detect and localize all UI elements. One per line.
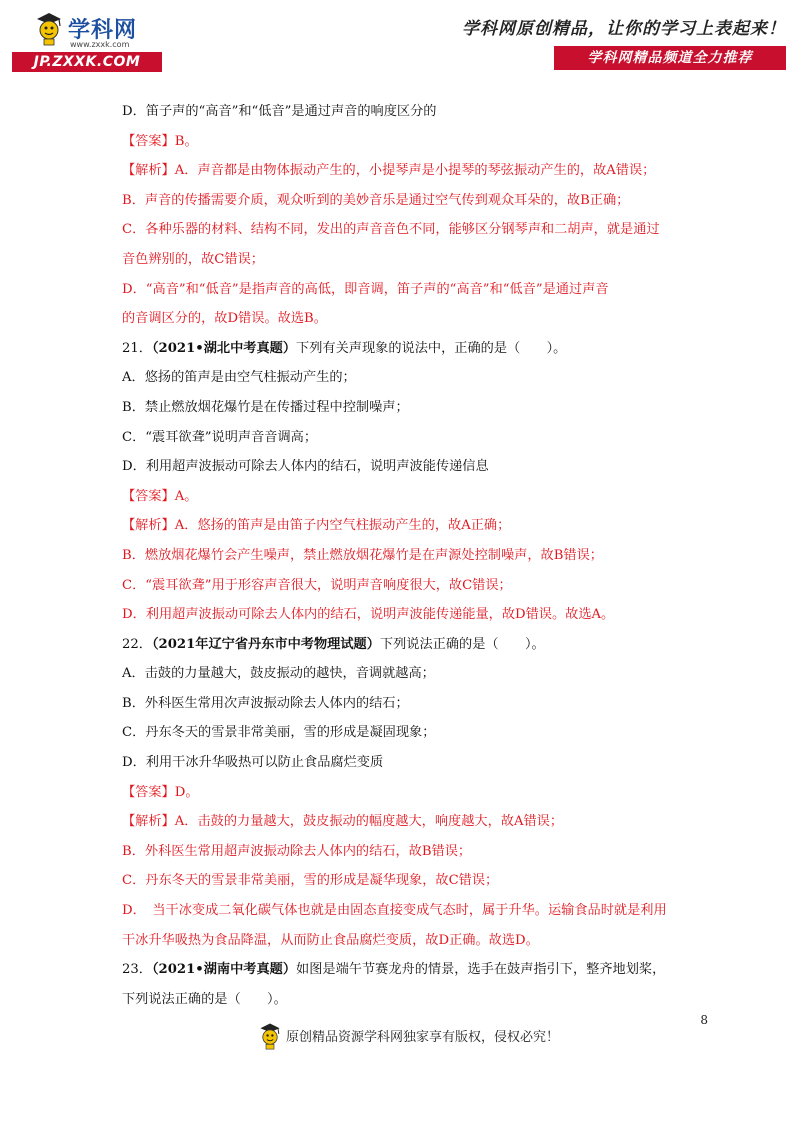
question-heading	[122, 630, 704, 660]
text-line: B．外科医生常用次声波振动除去人体内的结石；	[122, 695, 409, 711]
page-number: 8	[700, 1013, 708, 1027]
text-line: D．笛子声的“高音”和“低音”是通过声音的响度区分的	[122, 104, 437, 119]
question-number: 22．	[122, 636, 152, 652]
answer-line: B．声音的传播需要介质，观众听到的美妙音乐是通过空气传到观众耳朵的，故B正确；	[122, 192, 630, 208]
answer-line: D． 当干冰变成二氧化碳气体也就是由固态直接变成气态时，属于升华。运输食品时就是利用	[122, 903, 667, 919]
answer-line: B．燃放烟花爆竹会产生噪声，禁止燃放烟花爆竹是在声源处控制噪声，故B错误；	[122, 547, 603, 563]
mascot-icon	[34, 10, 64, 46]
question-number: 23．	[122, 962, 152, 978]
answer-line: 【答案】B。	[122, 133, 198, 149]
text-line: A．击鼓的力量越大，鼓皮振动的越快，音调就越高；	[122, 666, 435, 682]
question-source: （2021•湖南中考真题）	[151, 962, 297, 978]
text-line: C．“震耳欲聋”说明声音音调高；	[122, 429, 318, 445]
document-body	[122, 97, 704, 1014]
header-slogan-banner: 学科网精品频道全力推荐	[554, 46, 786, 70]
question-stem: 下列说法正确的是（ ）。	[379, 636, 545, 652]
header-slogan: 学科网原创精品，让你的学习上表起来！	[462, 19, 786, 39]
answer-line: D．“高音”和“低音”是指声音的高低，即音调，笛子声的“高音”和“低音”是通过声音	[122, 281, 609, 297]
logo-banner: JP.ZXXK.COM	[12, 52, 162, 72]
answer-line: 【解析】A．声音都是由物体振动产生的，小提琴声是小提琴的琴弦振动产生的，故A错误；	[122, 163, 656, 179]
question-heading	[122, 955, 704, 985]
answer-line: 音色辨别的，故C错误；	[122, 251, 264, 267]
question-heading	[122, 334, 704, 364]
logo-text: 学科网	[68, 17, 138, 43]
question-stem: 下列有关声现象的说法中，正确的是（ ）。	[296, 340, 567, 356]
answer-line: 【答案】A。	[122, 488, 198, 504]
text-line: C．丹东冬天的雪景非常美丽，雪的形成是凝固现象；	[122, 725, 436, 741]
copyright-notice: 原创精品资源学科网独家享有版权，侵权必究！	[286, 1029, 560, 1045]
answer-line: B．外科医生常用超声波振动除去人体内的结石，故B错误；	[122, 843, 472, 859]
text-line: A．悠扬的笛声是由空气柱振动产生的；	[122, 370, 356, 386]
mascot-icon	[258, 1021, 282, 1050]
zxxk-logo[interactable]	[12, 10, 172, 72]
page-header	[0, 0, 800, 82]
answer-line: D．利用超声波振动可除去人体内的结石，说明声波能传递能量，故D错误。故选A。	[122, 607, 615, 623]
answer-line: 【解析】A．悠扬的笛声是由笛子内空气柱振动产生的，故A正确；	[122, 518, 511, 534]
question-source: （2021•湖北中考真题）	[151, 340, 297, 356]
text-line: D．利用超声波振动可除去人体内的结石，说明声波能传递信息	[122, 459, 489, 475]
answer-line: C．各种乐器的材料、结构不同，发出的声音音色不同，能够区分钢琴声和二胡声，就是通过	[122, 222, 660, 238]
answer-line: 【解析】A．击鼓的力量越大，鼓皮振动的幅度越大，响度越大，故A错误；	[122, 814, 564, 830]
page-footer	[258, 1020, 559, 1050]
answer-line: 干冰升华吸热为食品降温，从而防止食品腐烂变质，故D正确。故选D。	[122, 932, 539, 948]
question-number: 21．	[122, 340, 152, 356]
text-line: B．禁止燃放烟花爆竹是在传播过程中控制噪声；	[122, 399, 409, 415]
question-stem: 如图是端午节赛龙舟的情景，选手在鼓声指引下，整齐地划桨，	[296, 962, 666, 978]
answer-line: C．“震耳欲聋”用于形容声音很大，说明声音响度很大，故C错误；	[122, 577, 512, 593]
logo-url: www.zxxk.com	[70, 40, 130, 49]
text-line: D．利用干冰升华吸热可以防止食品腐烂变质	[122, 755, 384, 771]
question-source: （2021年辽宁省丹东市中考物理试题）	[151, 636, 380, 652]
answer-line: C．丹东冬天的雪景非常美丽，雪的形成是凝华现象，故C错误；	[122, 873, 499, 889]
answer-line: 的音调区分的，故D错误。故选B。	[122, 311, 327, 327]
text-line: 下列说法正确的是（ ）。	[122, 991, 287, 1007]
answer-line: 【答案】D。	[122, 784, 199, 800]
